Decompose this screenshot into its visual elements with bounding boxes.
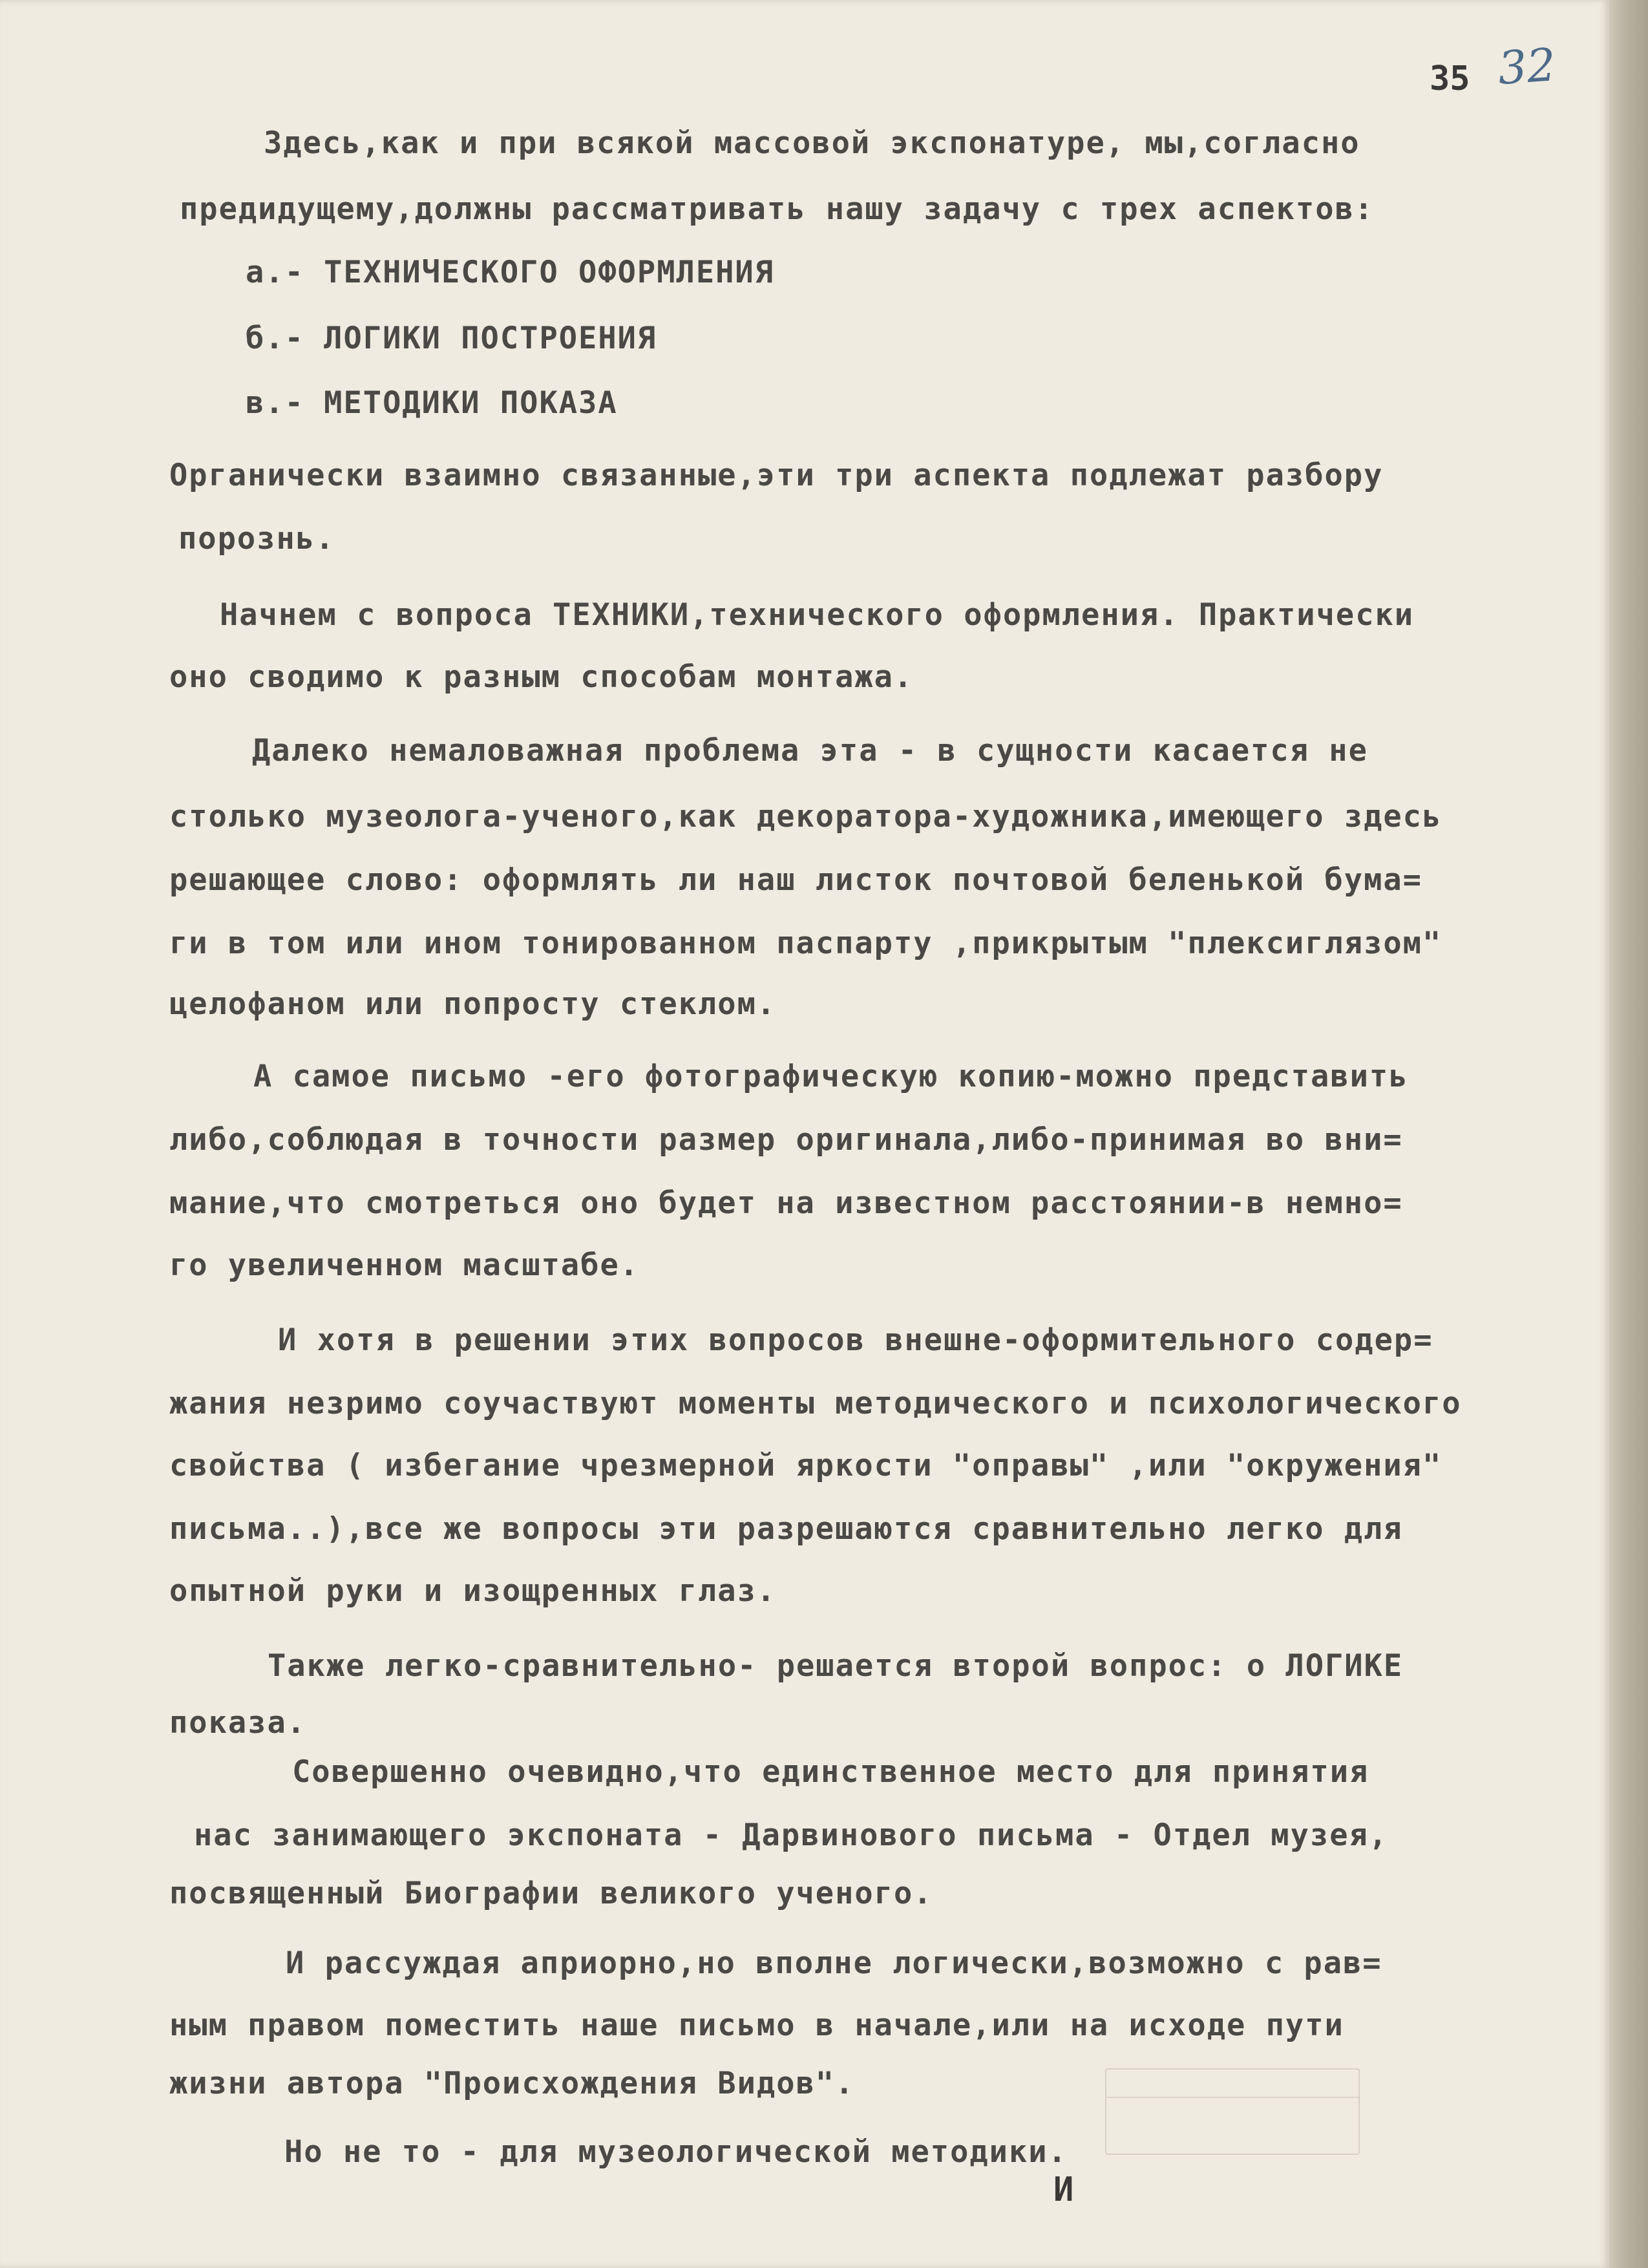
text-line: Совершенно очевидно,что единственное место для принятия <box>292 1754 1369 1790</box>
text-line: жания незримо соучаствуют моменты методического и психологического <box>169 1386 1462 1421</box>
text-line: мание,что смотреться оно будет на известном расстоянии-в немно= <box>169 1185 1403 1221</box>
text-line: жизни автора "Происхождения Видов". <box>169 2066 855 2101</box>
text-line: оно сводимо к разным способам монтажа. <box>169 659 914 695</box>
text-line: ги в том или ином тонированном паспарту ,прикрытым "плексиглязом" <box>169 926 1442 961</box>
text-line: опытной руки и изощренных глаз. <box>169 1573 777 1609</box>
text-line: а.- ТЕХНИЧЕСКОГО ОФОРМЛЕНИЯ <box>246 255 775 290</box>
text-line: нас занимающего экспоната - Дарвинового письма - Отдел музея, <box>194 1818 1389 1853</box>
text-line: И рассуждая априорно,но вполне логически,возможно с рав= <box>286 1945 1382 1981</box>
faded-stamp <box>1105 2068 1360 2155</box>
text-line: го увеличенном масштабе. <box>169 1247 640 1283</box>
text-line: Также легко-сравнительно- решается второй вопрос: о ЛОГИКЕ <box>268 1648 1404 1684</box>
text-line: показа. <box>169 1705 307 1741</box>
text-line: предидущему,должны рассматривать нашу задачу с трех аспектов: <box>180 191 1375 227</box>
text-line: столько музеолога-ученого,как декоратора-художника,имеющего здесь <box>169 799 1442 834</box>
text-line: Далеко немаловажная проблема эта - в сущности касается не <box>252 733 1368 768</box>
text-line: посвященный Биографии великого ученого. <box>169 1876 933 1911</box>
text-line: ным правом поместить наше письмо в начале,или на исходе пути <box>169 2008 1344 2043</box>
text-line: целофаном или попросту стеклом. <box>169 986 777 1022</box>
text-line: порознь. <box>178 521 335 556</box>
bottom-mark: И <box>1053 2170 1074 2209</box>
text-line: Здесь,как и при всякой массовой экспонатуре, мы,согласно <box>264 125 1360 161</box>
text-line: свойства ( избегание чрезмерной яркости "оправы" ,или "окружения" <box>169 1448 1442 1483</box>
text-line: письма..),все же вопросы эти разрешаются сравнительно легко для <box>169 1511 1403 1547</box>
text-line: решающее слово: оформлять ли наш листок почтовой беленькой бума= <box>169 862 1422 898</box>
text-line: И хотя в решении этих вопросов внешне-оформительного содер= <box>278 1322 1433 1358</box>
text-line: либо,соблюдая в точности размер оригинала,либо-принимая во вни= <box>169 1122 1403 1158</box>
text-line: Органически взаимно связанные,эти три аспекта подлежат разбору <box>169 458 1384 493</box>
text-line: б.- ЛОГИКИ ПОСТРОЕНИЯ <box>246 321 657 356</box>
text-line: в.- МЕТОДИКИ ПОКАЗА <box>246 385 618 421</box>
text-line: Начнем с вопроса ТЕХНИКИ,технического оформления. Практически <box>220 597 1415 633</box>
handwritten-page-number: 32 <box>1496 37 1558 96</box>
text-line: Но не то - для музеологической методики. <box>284 2134 1068 2170</box>
text-line: А самое письмо -его фотографическую копию-можно представить <box>253 1059 1409 1094</box>
page-edge <box>1609 0 1648 2268</box>
page-number: 35 <box>1430 59 1470 98</box>
